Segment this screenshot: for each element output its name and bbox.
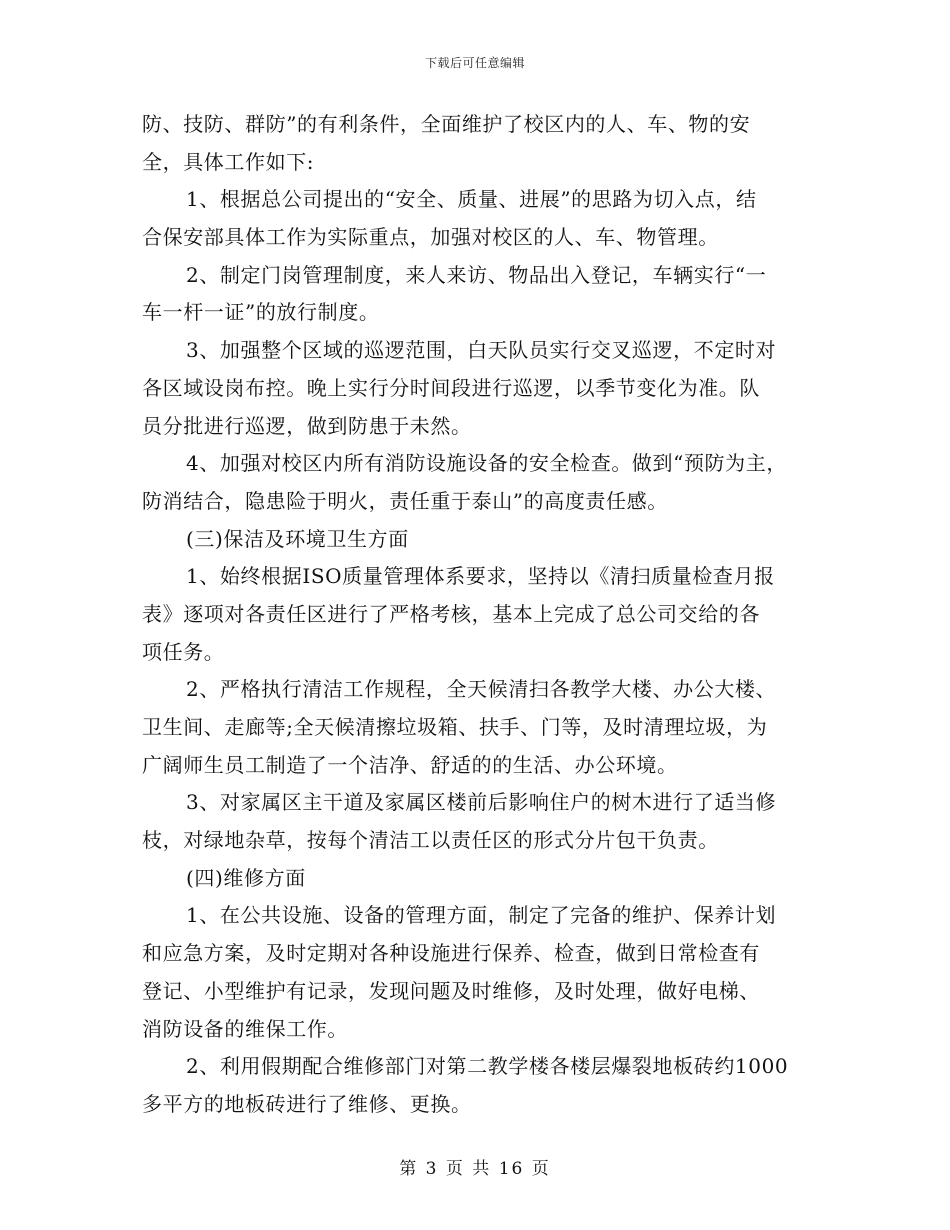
text-line: 员分批进行巡逻，做到防患于未然。 [142,413,472,438]
text-line: 消防设备的维保工作。 [142,1016,348,1041]
text-line: 表》逐项对各责任区进行了严格考核，基本上完成了总公司交给的各 [142,601,760,626]
text-line: 广阔师生员工制造了一个洁净、舒适的的生活、办公环境。 [142,752,678,777]
text-line: 和应急方案，及时定期对各种设施进行保养、检查，做到日常检查有 [142,941,760,966]
text-line: 枝，对绿地杂草，按每个清洁工以责任区的形式分片包干负责。 [142,828,719,853]
text-line: 1、在公共设施、设备的管理方面，制定了完备的维护、保养计划 [186,903,777,928]
text-line: (三)保洁及环境卫生方面 [186,526,409,551]
page-header-note: 下载后可任意编辑 [424,56,525,70]
text-line: 防消结合，隐患险于明火，责任重于泰山”的高度责任感。 [142,488,668,513]
text-line: 合保安部具体工作为实际重点，加强对校区的人、车、物管理。 [142,225,719,250]
text-line: 3、加强整个区域的巡逻范围，白天队员实行交叉巡逻，不定时对 [186,338,777,363]
text-line: 各区域设岗布控。晚上实行分时间段进行巡逻，以季节变化为准。队 [142,375,760,400]
text-line: 登记、小型维护有记录，发现问题及时维修，及时处理，做好电梯、 [142,978,760,1003]
text-line: 车一杆一证”的放行制度。 [142,300,380,325]
text-line: 多平方的地板砖进行了维修、更换。 [142,1091,472,1116]
page-number: 第 3 页 共 16 页 [399,1159,551,1179]
text-line: 项任务。 [142,639,225,664]
text-line: 1、根据总公司提出的“安全、质量、进展”的思路为切入点，结 [186,187,757,212]
text-line: (四)维修方面 [186,865,306,890]
document-body [142,106,814,1124]
text-line: 全，具体工作如下: [142,149,315,174]
text-line: 3、对家属区主干道及家属区楼前后影响住户的树木进行了适当修 [186,790,777,815]
text-line: 4、加强对校区内所有消防设施设备的安全检查。做到“预防为主， [186,451,787,476]
text-line: 1、始终根据ISO质量管理体系要求，坚持以《清扫质量检查月报 [186,564,775,589]
text-line: 防、技防、群防”的有利条件，全面维护了校区内的人、车、物的安 [142,112,751,136]
text-line: 2、严格执行清洁工作规程，全天候清扫各教学大楼、办公大楼、 [186,677,777,702]
text-line: 2、制定门岗管理制度，来人来访、物品出入登记，车辆实行“一 [186,262,767,287]
text-line: 卫生间、走廊等;全天候清擦垃圾箱、扶手、门等，及时清理垃圾，为 [142,715,768,739]
text-line: 2、利用假期配合维修部门对第二教学楼各楼层爆裂地板砖约1000 [186,1054,789,1079]
